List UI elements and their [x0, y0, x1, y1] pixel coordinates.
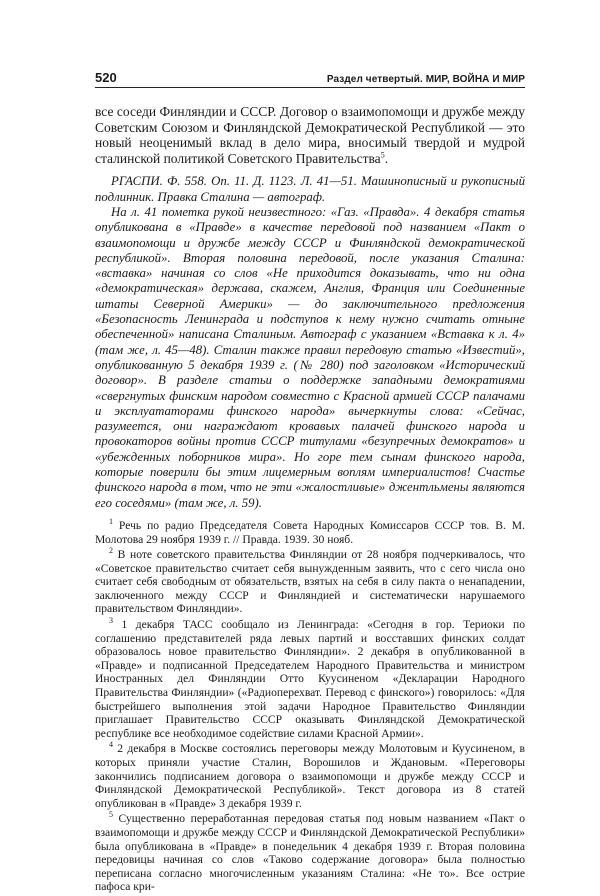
archive-source-note: РГАСПИ. Ф. 558. Оп. 11. Д. 1123. Л. 41—51. Машинописный и рукописный подлинник. Правка Сталина — автограф. [95, 174, 525, 204]
main-text-end: . [384, 150, 389, 166]
page-header [95, 70, 525, 88]
footnote-5 [95, 812, 525, 894]
footnote-marker: 4 [109, 740, 113, 750]
footnote-reference[interactable]: 5 [380, 150, 385, 160]
footnote-text: В ноте советского правительства Финляндии от 28 ноября подчеркивалось, что «Советское правительство считает себя вынужденным заявить, что с сего числа оно считает себя свободным от обязательств, взятых на себя в силу пакта о ненападении, заключенного между СССР и Финляндией и систематически нарушаемого правительством Финляндии». [95, 548, 525, 616]
footnote-text: Существенно переработанная передовая статья под новым названием «Пакт о взаимопомощи и дружбе между СССР и Финляндской Демократической Республики» была опубликована в «Правде» в понедельник 4 декабря 1939 г. Вторая половина передовицы начиная со слов «Таково содержание договора» была полностью переписана согласно многочисленным указаниям Сталина: «Не то». Все острие пафоса кри- [95, 812, 525, 894]
footnote-text: Речь по радио Председателя Совета Народных Комиссаров СССР тов. В. М. Молотова 29 ноября 1939 г. // Правда. 1939. 30 нояб. [95, 518, 525, 546]
running-head: Раздел четвертый. МИР, ВОЙНА И МИР [326, 74, 525, 85]
footnote-marker: 3 [109, 616, 113, 626]
footnotes-section [95, 519, 525, 894]
page-number: 520 [95, 70, 117, 85]
footnote-marker: 1 [109, 517, 113, 527]
footnote-3 [95, 618, 525, 740]
main-text-body: все соседи Финляндии и СССР. Договор о взаимопомощи и дружбе между Советским Союзом и Финляндской Демократической Республикой — это новый неоценимый вклад в дело мира, вносимый твердой и мудрой сталинской политикой Советского Правительства [95, 104, 525, 166]
footnote-1 [95, 519, 525, 546]
editorial-note: На л. 41 пометка рукой неизвестного: «Газ. «Правда». 4 декабря статья опубликована в «Правде» в качестве передовой под названием «Пакт о взаимопомощи и дружбе между СССР и Финляндской демократической республикой». Вторая половина передовой, после указания Сталина: «вставка» начиная со слов «Не приходится доказывать, что ни одна «демократическая» держава, скажем, Англия, Франция или Соединенные штаты Северной Америки» — до заключительного предложения «Безопасность Ленинграда и подступов к нему нужно считать отныне обеспеченной» написана Сталиным. Автограф с указанием «Вставка к л. 4» (там же, л. 45—48). Сталин также правил передовую статью «Известий», опубликованную 5 декабря 1939 г. (№ 280) под заголовком «Исторический договор». В разделе статьи о поддержке западными демократиями «свергнутых финским народом совместно с Красной армией СССР палачами и эксплуататорами финского народа» вычеркнуты слова: «Сейчас, разумеется, они награждают кровавых палачей финского народа и провокаторов войны против СССР титулами «безупречных демократов» и «убежденных поборников мира». Но горе тем сынам финского народа, которые поверили бы этим лицемерным воплям империалистов! Счастье финского народа в том, что не эти «жалостливые» джентльмены являются его соседями» (там же, л. 59). [95, 204, 525, 510]
footnote-text: 2 декабря в Москве состоялись переговоры между Молотовым и Куусиненом, в которых приняли участие Сталин, Ворошилов и Ждановым. «Переговоры закончились подписанием договора о взаимопомощи и дружбе между СССР и Финляндской Демократической Республикой». Текст договора из 8 статей опубликован в «Правде» 3 декабря 1939 г. [95, 742, 525, 810]
document-page [95, 70, 525, 896]
footnote-marker: 2 [109, 546, 113, 556]
footnote-text: 1 декабря ТАСС сообщало из Ленинграда: «Сегодня в гор. Териоки по соглашению представителей ряда левых партий и восставших финских солдат образовалось новое правительство Финляндии». 2 декабря в опубликованной в «Правде» и подписанной Председателем Народного Правительства и министром Иностранных дел Финляндии Отто Куусиненом «Декларации Народного Правительства Финляндии» («Радиоперехват. Перевод с финского») говорилось: «Для быстрейшего выполнения этой задачи Народное Правительство Финляндии приглашает Правительство СССР оказывать Финляндской Демократической республике все необходимое содействие силами Красной Армии». [95, 618, 525, 740]
footnote-4 [95, 742, 525, 810]
footnote-2 [95, 548, 525, 616]
main-text-paragraph [95, 104, 525, 166]
archival-commentary [95, 174, 525, 511]
footnote-marker: 5 [109, 810, 113, 820]
